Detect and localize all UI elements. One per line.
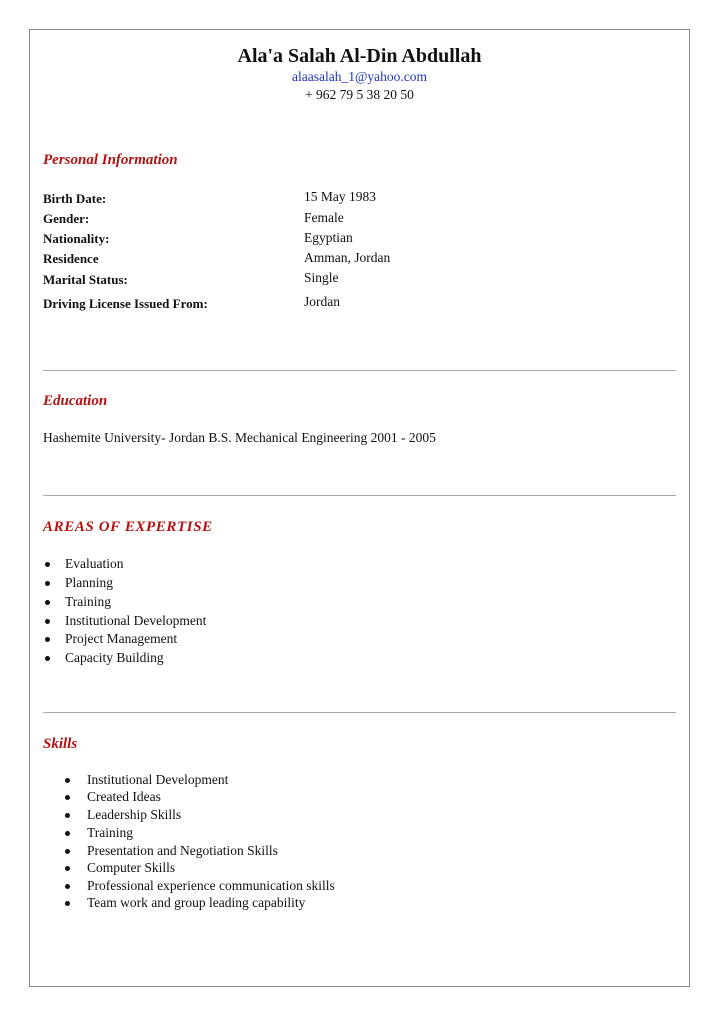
bullet-icon (45, 656, 50, 661)
email-address[interactable]: alaasalah_1@yahoo.com (291, 69, 427, 84)
personal-information-heading: Personal Information (43, 152, 178, 168)
birth-date-label: Birth Date: (43, 191, 107, 206)
expertise-item: Evaluation (65, 556, 124, 571)
bullet-icon (45, 600, 50, 605)
education-heading: Education (43, 393, 108, 409)
marital-status-value: Single (304, 270, 339, 285)
bullet-icon (65, 831, 70, 836)
section-divider (43, 495, 676, 496)
driving-license-label: Driving License Issued From: (43, 296, 208, 311)
residence-label: Residence (43, 251, 99, 266)
skill-item: Training (87, 825, 134, 840)
skill-item: Computer Skills (87, 860, 176, 875)
skill-item: Institutional Development (87, 772, 229, 787)
marital-status-label: Marital Status: (43, 272, 128, 287)
section-divider (43, 370, 676, 371)
bullet-icon (45, 581, 50, 586)
residence-value: Amman, Jordan (304, 250, 391, 265)
areas-of-expertise-heading: AREAS OF EXPERTISE (43, 519, 213, 535)
skill-item: Presentation and Negotiation Skills (87, 843, 278, 858)
nationality-label: Nationality: (43, 231, 110, 246)
expertise-item: Project Management (65, 631, 178, 646)
bullet-icon (45, 637, 50, 642)
bullet-icon (65, 866, 70, 871)
bullet-icon (65, 849, 70, 854)
skill-item: Created Ideas (87, 789, 161, 804)
bullet-icon (65, 813, 70, 818)
expertise-item: Institutional Development (65, 613, 207, 628)
bullet-icon (65, 884, 70, 889)
expertise-item: Planning (65, 575, 114, 590)
skill-item: Team work and group leading capability (87, 895, 306, 910)
bullet-icon (65, 795, 70, 800)
skills-heading: Skills (43, 736, 78, 752)
education-entry: Hashemite University- Jordan B.S. Mechanical Engineering 2001 - 2005 (43, 430, 436, 445)
gender-label: Gender: (43, 211, 90, 226)
driving-license-value: Jordan (304, 294, 340, 309)
bullet-icon (65, 778, 70, 783)
bullet-icon (45, 562, 50, 567)
nationality-value: Egyptian (304, 230, 353, 245)
expertise-item: Capacity Building (65, 650, 164, 665)
birth-date-value: 15 May 1983 (304, 189, 376, 204)
expertise-item: Training (65, 594, 112, 609)
skill-item: Leadership Skills (87, 807, 182, 822)
section-divider (43, 712, 676, 713)
bullet-icon (65, 901, 70, 906)
bullet-icon (45, 619, 50, 624)
skill-item: Professional experience communication skills (87, 878, 335, 893)
gender-value: Female (304, 210, 344, 225)
resume-name: Ala'a Salah Al-Din Abdullah (237, 45, 482, 67)
phone-number: + 962 79 5 38 20 50 (305, 87, 414, 102)
